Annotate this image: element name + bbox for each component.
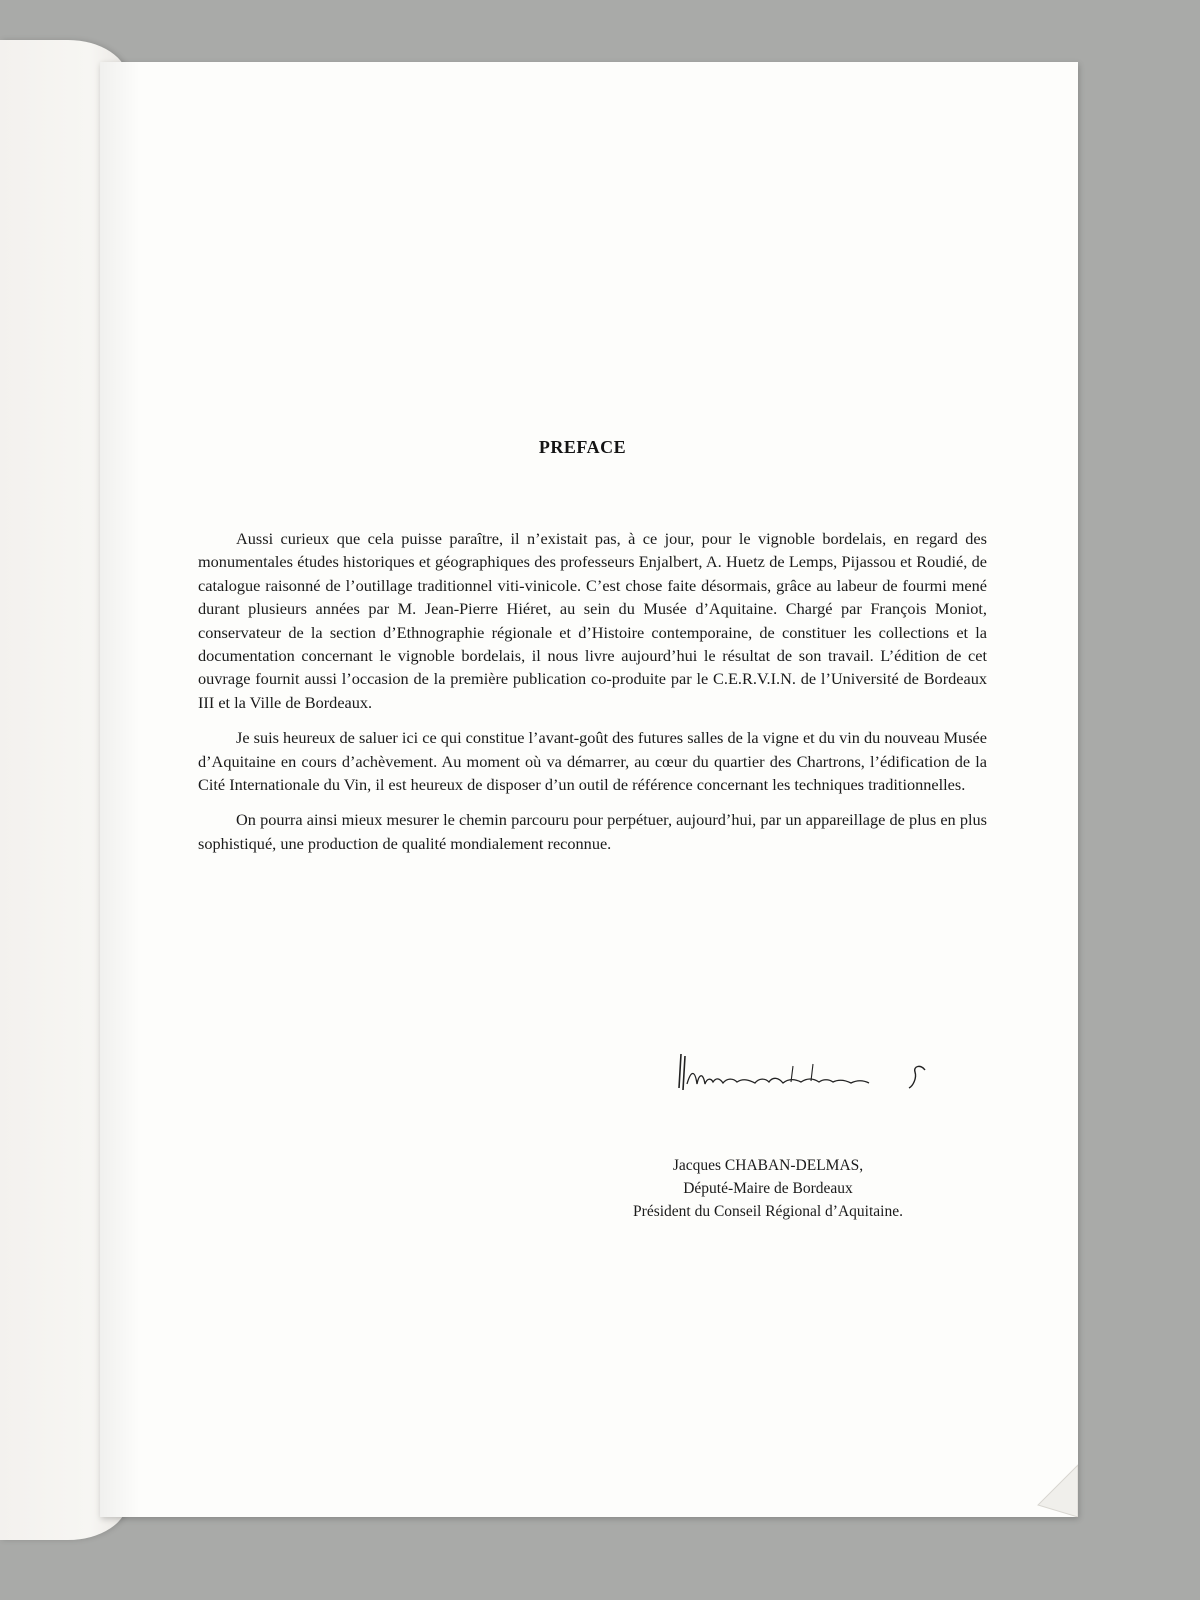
paragraph-2: Je suis heureux de saluer ici ce qui constitue l’avant-goût des futures salles de la vigne et du vin du nouveau Musée d’Aquitaine en cours d’achèvement. Au moment où va démarrer, au cœur du quartier des Chartrons, l’édification de la Cité Internationale du Vin, il est heureux de disposer d’un outil de référence concernant les techniques traditionnelles. <box>198 728 987 795</box>
paragraph-3: On pourra ainsi mieux mesurer le chemin parcouru pour perpétuer, aujourd’hui, par un appareillage de plus en plus sophistiqué, une production de qualité mondialement reconnue. <box>198 810 987 853</box>
handwritten-signature <box>673 1048 963 1094</box>
signatory-name: Jacques CHABAN-DELMAS, <box>672 1157 864 1174</box>
book-page <box>100 62 1078 1517</box>
gutter-shadow <box>100 62 140 1517</box>
page-title: PREFACE <box>538 437 627 457</box>
page-corner-crease <box>1028 1457 1078 1517</box>
signatory-role-mayor: Député-Maire de Bordeaux <box>683 1180 853 1197</box>
preface-body <box>198 527 987 867</box>
signatory-role-president: Président du Conseil Régional d’Aquitaine. <box>633 1203 903 1220</box>
paragraph-1: Aussi curieux que cela puisse paraître, il n’existait pas, à ce jour, pour le vignoble bordelais, en regard des monumentales études historiques et géographiques des professeurs Enjalbert, A. Huetz de Lemps, Pijassou et Roudié, de catalogue raisonné de l’outillage traditionnel viti-vinicole. C’est chose faite désormais, grâce au labeur de fourmi mené durant plusieurs années par M. Jean-Pierre Hiéret, au sein du Musée d’Aquitaine. Chargé par François Moniot, conservateur de la section d’Ethnographie régionale et d’Histoire contemporaine, de constituer les collections et la documentation concernant le vignoble bordelais, il nous livre aujourd’hui le résultat de son travail. L’édition de cet ouvrage fournit aussi l’occasion de la première publication co-produite par le C.E.R.V.I.N. de l’Université de Bordeaux III et la Ville de Bordeaux. <box>198 529 987 712</box>
signatory-block <box>588 1154 948 1223</box>
